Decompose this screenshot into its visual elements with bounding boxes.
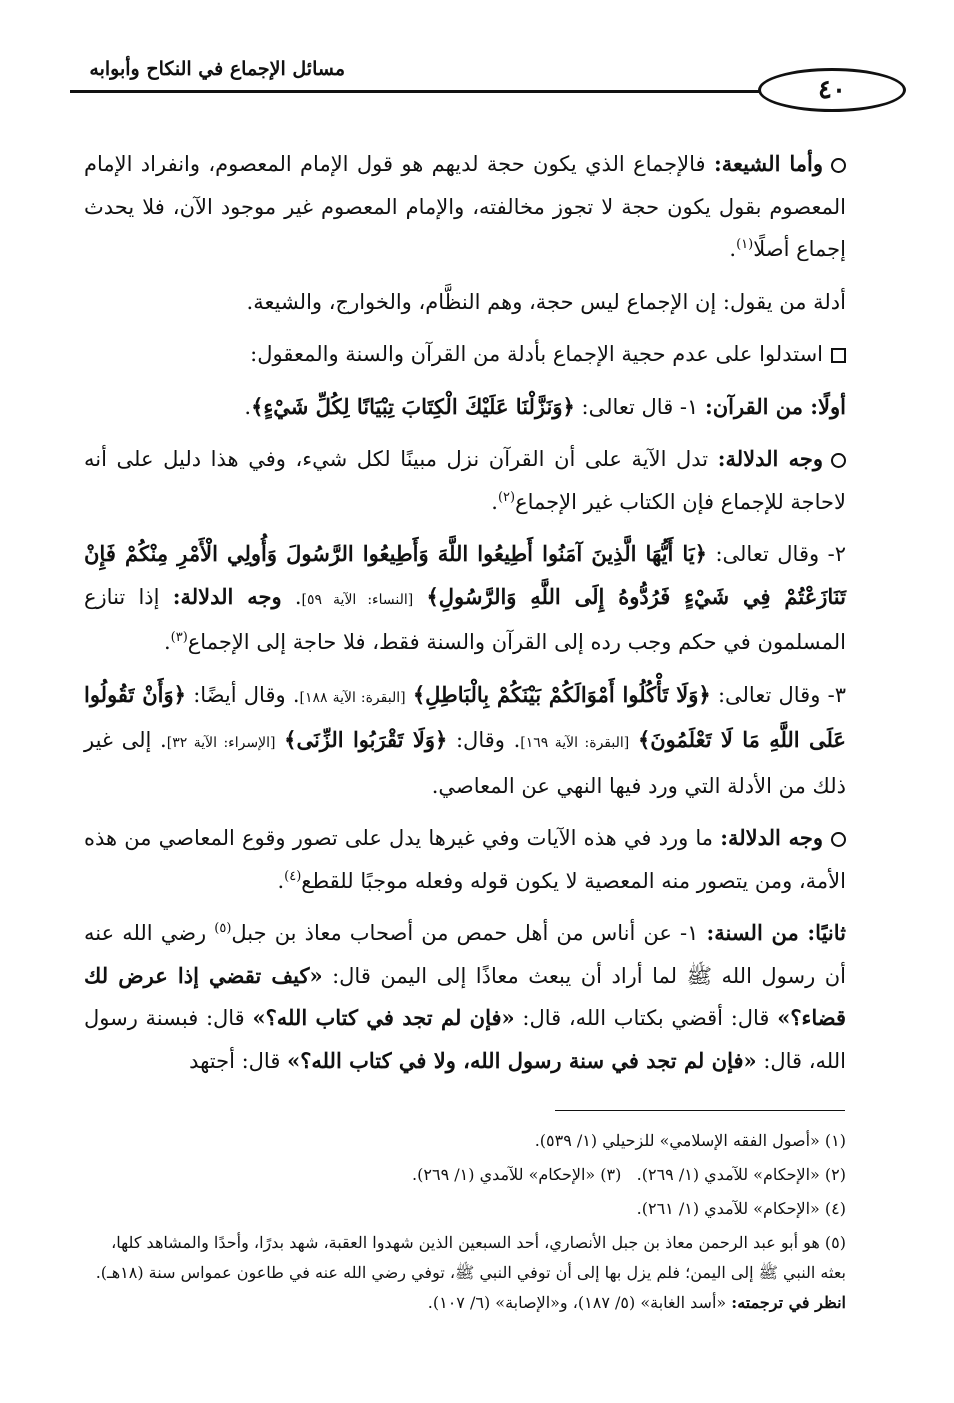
verse-reference: [البقرة: الآية ١٦٩]: [520, 735, 630, 751]
footnote-2-3: [84, 1160, 846, 1190]
section-label: أولًا: من القرآن:: [704, 393, 846, 419]
circle-bullet-icon: [831, 832, 846, 847]
running-title: مسائل الإجماع في النكاح وأبوابه: [89, 58, 345, 80]
paragraph-text: ما ورد في هذه الآيات وفي غيرها يدل على تصور وقوع المعاصي من هذه الأمة، ومن يتصور منه المعصية لا يكون قوله وفعله موجبًا للقطع: [84, 826, 846, 893]
paragraph-label: وجه الدلالة:: [717, 446, 823, 471]
paragraph-text: قال: أجتهد: [189, 1048, 281, 1073]
paragraph-text: رضي الله عنه أن رسول الله ﷺ لما أراد أن يبعث معاذًا إلى اليمن قال:: [84, 921, 847, 988]
quran-verse: ﴿وَنَزَّلْنَا عَلَيْكَ الْكِتَابَ تِبْيَانًا لِكُلِّ شَيْءٍ﴾: [251, 393, 575, 419]
paragraph-sunnah: [84, 912, 846, 1082]
verse-reference: [النساء: الآية ٥٩]: [301, 591, 414, 608]
footnote-5: [84, 1228, 846, 1318]
paragraph-text: قال: فبسنة رسول الله، قال:: [84, 1006, 846, 1073]
quran-verse: ﴿وَلَا تَقْرَبُوا الزِّنَى﴾: [284, 727, 448, 752]
footnote-5-text: (٥) هو أبو عبد الرحمن معاذ بن جبل الأنصاري، أحد السبعين الذين شهدوا العقبة، شهد بدرًا، وأحدًا والمشاهد كلها، بعثه النبي ﷺ إلى اليمن؛ فلم يزل بها إلى أن توفي النبي ﷺ، توفي رضي الله عنه في طاعون عمواس سنة (١٨هـ).: [95, 1233, 846, 1282]
paragraph-text: . إلى غير ذلك من الأدلة التي ورد فيها النهي عن المعاصي.: [84, 728, 846, 798]
verse-reference: [الإسراء: الآية ٣٢]: [166, 735, 276, 751]
paragraph-text: استدلوا على عدم حجية الإجماع بأدلة من القرآن والسنة والمعقول:: [250, 342, 823, 366]
circle-bullet-icon: [831, 158, 846, 173]
paragraph-evidence-intro: [84, 281, 846, 324]
paragraph-quran-3: [84, 674, 846, 808]
page-number-badge: [758, 68, 906, 112]
footnote-marker: (٥): [214, 921, 232, 936]
section-label: ثانيًا: من السنة:: [706, 920, 846, 945]
paragraph-text: إذا تنازع المسلمون في حكم وجب رده إلى القرآن والسنة فقط، فلا حاجة إلى الإجماع: [84, 584, 846, 654]
hadith-quote: «فإن لم تجد في كتاب الله؟»: [252, 1005, 515, 1030]
footnote-4: (٤) «الإحكام» للآمدي (١/ ٢٦١).: [636, 1199, 846, 1218]
page-header: [70, 50, 850, 110]
header-rule: [70, 90, 760, 93]
paragraph-text: ١- عن أناس من أهل حمص من أصحاب معاذ بن جبل: [231, 921, 699, 945]
footnote-marker: (١): [736, 237, 754, 252]
quran-verse: ﴿وَلَا تَأْكُلُوا أَمْوَالَكُمْ بَيْنَكُمْ بِالْبَاطِلِ﴾: [412, 681, 711, 707]
paragraph-text: فالإجماع الذي يكون حجة لديهم هو قول الإمام المعصوم، وانفراد الإمام المعصوم بقول يكون حجة لا تجوز مخالفته، والإمام المعصوم غير موجود الآن، فلا يحدث إجماع أصلًا: [84, 152, 847, 261]
paragraph-label: وجه الدلالة:: [172, 583, 282, 609]
page-number: ٤٠: [818, 75, 846, 105]
quran-verse: ﴿يَا أَيُّهَا الَّذِينَ آمَنُوا أَطِيعُوا اللَّهَ وَأَطِيعُوا الرَّسُولَ وَأُولِي الْأَمْرِ مِنْكُمْ فَإِنْ تَنَازَعْتُمْ فِي شَيْءٍ فَرُدُّوهُ إِلَى اللَّهِ وَالرَّسُولِ﴾: [84, 541, 846, 609]
footnotes: [84, 1126, 846, 1322]
footnote-1: (١) «أصول الفقه الإسلامي» للزحيلي (١/ ٥٣٩).: [534, 1131, 846, 1150]
paragraph-text: قال: أقضي بكتاب الله، قال:: [522, 1006, 770, 1030]
paragraph-text: أدلة من يقول: إن الإجماع ليس حجة، وهم النظَّام، والخوارج، والشيعة.: [246, 289, 846, 314]
footnote-marker: (٤): [284, 868, 302, 884]
paragraph-shia: وأما الشيعة: فالإجماع الذي يكون حجة لديهم هو قول الإمام المعصوم، وانفراد الإمام المعصوم بقول يكون حجة لا تجوز مخالفته، والإمام المعصوم غير موجود الآن، فلا يحدث إجماع أصلًا$^{(١)}$.: [84, 151, 847, 261]
footnote-separator: [555, 1110, 845, 1111]
footnote-2: (٢) «الإحكام» للآمدي (١/ ٢٦٩).: [636, 1165, 846, 1184]
footnote-5-refs: «أسد الغابة» (٥/ ١٨٧)، و«الإصابة» (٦/ ١٠٧).: [427, 1293, 727, 1312]
square-bullet-icon: [831, 348, 846, 363]
verse-reference: [البقرة: الآية ١٨٨]: [299, 689, 406, 706]
paragraph-indication-1: وجه الدلالة: تدل الآية على أن القرآن نزل مبينًا لكل شيء، وفي هذا دليل على أنه لاحاجة للإجماع فإن الكتاب غير الإجماع$^{(٢)}$.: [84, 446, 846, 514]
paragraph-text: تدل الآية على أن القرآن نزل مبينًا لكل شيء، وفي هذا دليل على أنه لاحاجة للإجماع فإن الكتاب غير الإجماع: [84, 447, 846, 514]
paragraph-text: . وقال:: [455, 728, 521, 752]
footnote-marker: (٢): [497, 489, 516, 505]
paragraph-quran-1: أولًا: من القرآن: ١- قال تعالى: ﴿وَنَزَّلْنَا عَلَيْكَ الْكِتَابَ تِبْيَانًا لِكُلِّ شَيْءٍ﴾.: [244, 393, 846, 419]
paragraph-quran-2: ٢- وقال تعالى: ﴿يَا أَيُّهَا الَّذِينَ آمَنُوا أَطِيعُوا اللَّهَ وَأَطِيعُوا الرَّسُولَ وَأُولِي الْأَمْرِ مِنْكُمْ فَإِنْ تَنَازَعْتُمْ فِي شَيْءٍ فَرُدُّوهُ إِلَى اللَّهِ وَالرَّسُولِ﴾ [النساء: الآية ٥٩]. وجه الدلالة: إذا تنازع المسلمون في حكم وجب رده إلى القرآن والسنة فقط، فلا حاجة إلى الإجماع$^{(٣)}$.: [84, 541, 846, 654]
circle-bullet-icon: [831, 453, 846, 468]
paragraph-label: وجه الدلالة:: [720, 825, 823, 850]
paragraph-text: . وقال أيضًا:: [193, 682, 300, 707]
paragraph-text: ٢- وقال تعالى:: [715, 542, 846, 566]
footnote-marker: (٣): [170, 630, 188, 645]
paragraph-evidence-sources: [84, 333, 846, 376]
main-text: [84, 143, 846, 1092]
paragraph-indication-3: وجه الدلالة: ما ورد في هذه الآيات وفي غيرها يدل على تصور وقوع المعاصي من هذه الأمة، ومن يتصور منه المعصية لا يكون قوله وفعله موجبًا للقطع$^{(٤)}$.: [84, 825, 846, 893]
quran-verse: ﴿وَأَنْ تَقُولُوا عَلَى اللَّهِ مَا لَا تَعْلَمُونَ﴾: [84, 681, 846, 752]
footnote-3: (٣) «الإحكام» للآمدي (١/ ٢٦٩).: [412, 1165, 622, 1184]
footnote-5-label: انظر في ترجمته:: [731, 1293, 846, 1312]
hadith-quote: «فإن لم تجد في سنة رسول الله، ولا في كتاب الله؟»: [287, 1047, 757, 1073]
paragraph-text: ٣- وقال تعالى:: [717, 682, 846, 707]
paragraph-label: وأما الشيعة:: [713, 151, 824, 176]
paragraph-text: ١- قال تعالى:: [581, 394, 699, 419]
hadith-quote: «كيف تقضي إذا عرض لك قضاء؟»: [84, 962, 846, 1030]
